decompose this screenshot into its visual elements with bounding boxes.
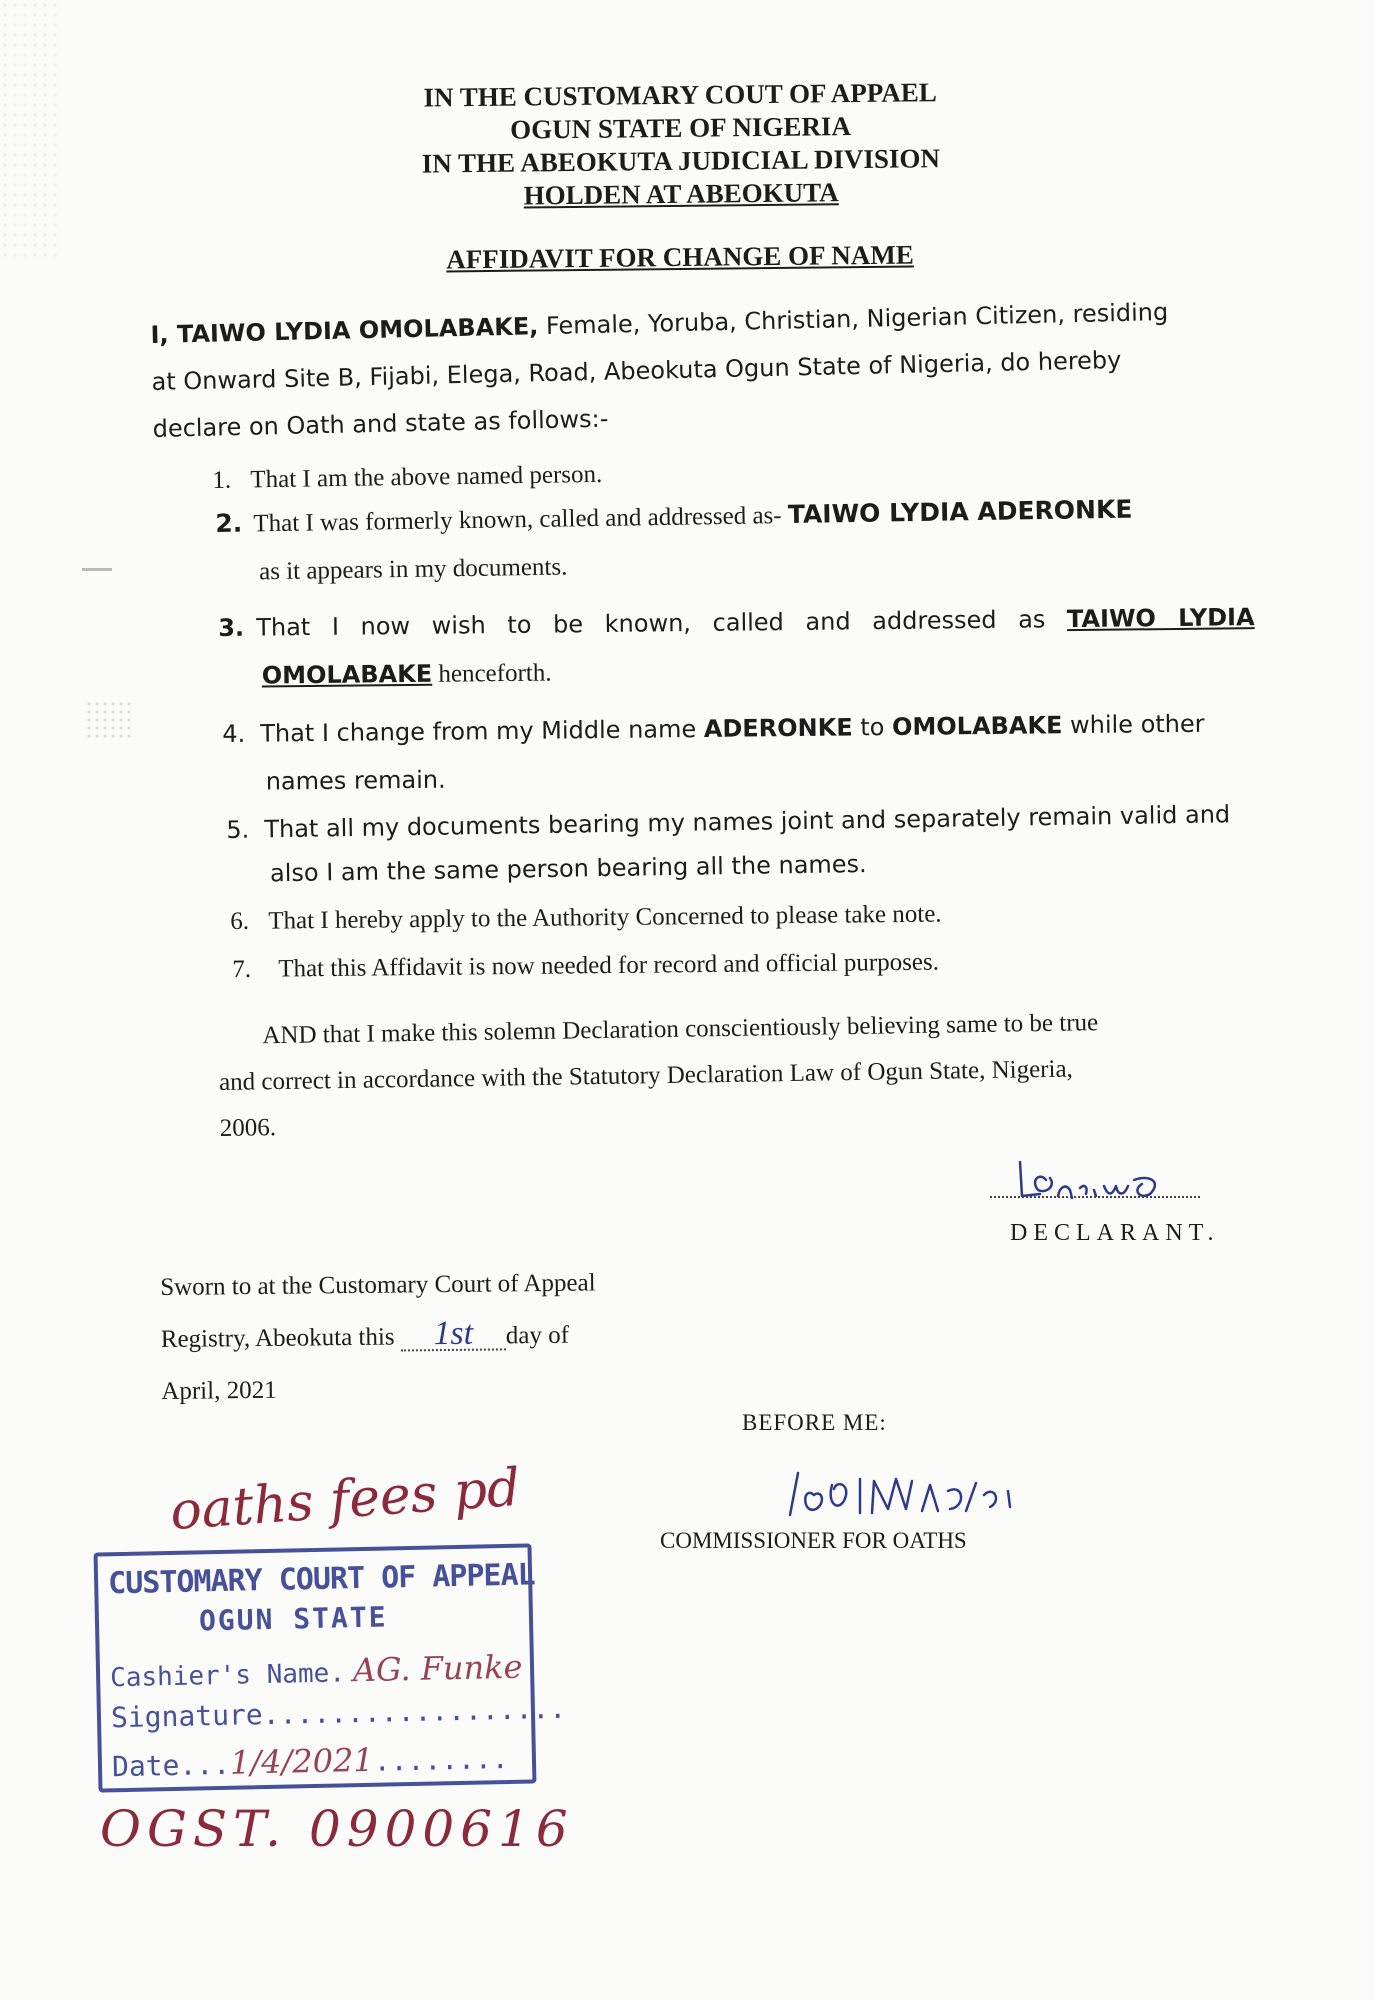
sworn-line-2b: day of (505, 1321, 570, 1350)
former-name: TAIWO LYDIA ADERONKE (787, 494, 1133, 530)
item-number: 6. (230, 907, 250, 935)
sworn-day: 1st (401, 1318, 506, 1351)
stamp-cashier-value: AG. Funke (352, 1647, 523, 1690)
item-text: That all my documents bearing my names joint and separately remain valid and (264, 800, 1231, 844)
item-4 (222, 700, 1205, 806)
item-2 (215, 486, 1134, 597)
declaration-line-1: AND that I make this solemn Declaration conscientiously believing same to be true (262, 1009, 1099, 1050)
intro-line-2: at Onward Site B, Fijabi, Elega, Road, Abeokuta Ogun State of Nigeria, do hereby (151, 345, 1122, 396)
document-title: AFFIDAVIT FOR CHANGE OF NAME (446, 239, 914, 275)
commissioner-signature (780, 1455, 1100, 1535)
scan-mark (82, 568, 112, 571)
intro-line-3: declare on Oath and state as follows:- (152, 404, 609, 443)
scan-mark (0, 0, 60, 260)
item-text: That this Affidavit is now needed for record and official purposes. (278, 948, 940, 983)
stamp-line-1: CUSTOMARY COURT OF APPEAL (107, 1557, 536, 1602)
heading-line-4: HOLDEN AT ABEOKUTA (523, 177, 839, 211)
item-6 (230, 891, 942, 946)
declaration-line-3: 2006. (219, 1114, 277, 1142)
item-continuation: as it appears in my documents. (258, 553, 568, 586)
stamp-date-label: Date (111, 1748, 180, 1784)
item-number: 1. (212, 466, 232, 494)
heading-line-1: IN THE CUSTOMARY COUT OF APPAEL (423, 77, 937, 113)
item-text: That I am the above named person. (250, 460, 603, 494)
stamp-signature-label: Signature (110, 1698, 264, 1735)
declaration-line-2: and correct in accordance with the Statutory Declaration Law of Ogun State, Nigeria, (218, 1055, 1074, 1096)
item-continuation: henceforth. (432, 659, 552, 688)
item-number: 4. (222, 719, 246, 748)
item-number: 2. (215, 508, 243, 538)
new-name-part-2: OMOLABAKE (261, 659, 433, 690)
stamp-line-2: OGUN STATE (198, 1600, 388, 1638)
item-7 (232, 939, 939, 994)
old-middle-name: ADERONKE (703, 713, 853, 743)
item-continuation: also I am the same person bearing all the names. (269, 849, 867, 888)
stamp-cashier-label: Cashier's Name (109, 1658, 330, 1694)
item-3 (218, 593, 1255, 701)
sworn-line-3: April, 2021 (161, 1376, 277, 1405)
receipt-number: OGST. 0900616 (100, 1800, 574, 1858)
declarant-signature (1000, 1150, 1220, 1210)
new-name-part-1: TAIWO LYDIA (1066, 603, 1255, 634)
item-number: 3. (218, 613, 245, 642)
declaration-paragraph (218, 1000, 1100, 1152)
item-5 (226, 792, 1231, 896)
stamp-cashier-row: Cashier's Name. AG. Funke (109, 1647, 523, 1694)
item-text-tail: while other (1062, 709, 1205, 740)
intro-paragraph (150, 289, 1171, 453)
item-text: That I change from my Middle name (260, 714, 704, 748)
item-text: That I was formerly known, called and addressed as- (253, 502, 789, 538)
sworn-block (160, 1257, 597, 1418)
before-me-label: BEFORE ME: (742, 1410, 887, 1435)
heading-line-2: OGUN STATE OF NIGERIA (509, 111, 852, 145)
sworn-line-1: Sworn to at the Customary Court of Appeal (160, 1269, 596, 1301)
stamp-date-row: Date...1/4/2021........ (111, 1740, 509, 1784)
stamp-date-value: 1/4/2021 (229, 1740, 375, 1782)
commissioner-label: COMMISSIONER FOR OATHS (660, 1528, 967, 1553)
item-text-mid: to (852, 712, 893, 742)
declarant-label: DECLARANT. (1010, 1220, 1220, 1246)
court-stamp (94, 1543, 567, 1792)
item-text: That I hereby apply to the Authority Concerned to please take note. (268, 900, 942, 935)
intro-line-1: Female, Yoruba, Christian, Nigerian Citizen, residing (537, 297, 1169, 341)
declarant-signature-line (990, 1196, 1200, 1198)
declarant-name: I, TAIWO LYDIA OMOLABAKE, (150, 312, 539, 349)
stamp-signature-row: Signature.................. (110, 1691, 567, 1735)
oaths-fees-note: oaths fees pd (168, 1457, 523, 1543)
new-middle-name: OMOLABAKE (891, 711, 1063, 741)
item-text: That I now wish to be known, called and addressed as (256, 605, 1068, 642)
item-number: 5. (226, 815, 250, 844)
scan-mark (85, 700, 135, 740)
item-number: 7. (232, 955, 252, 983)
sworn-line-2a: Registry, Abeokuta this (160, 1323, 401, 1353)
court-heading (380, 76, 981, 214)
item-continuation: names remain. (265, 765, 446, 796)
heading-line-3: IN THE ABEOKUTA JUDICIAL DIVISION (421, 143, 941, 179)
